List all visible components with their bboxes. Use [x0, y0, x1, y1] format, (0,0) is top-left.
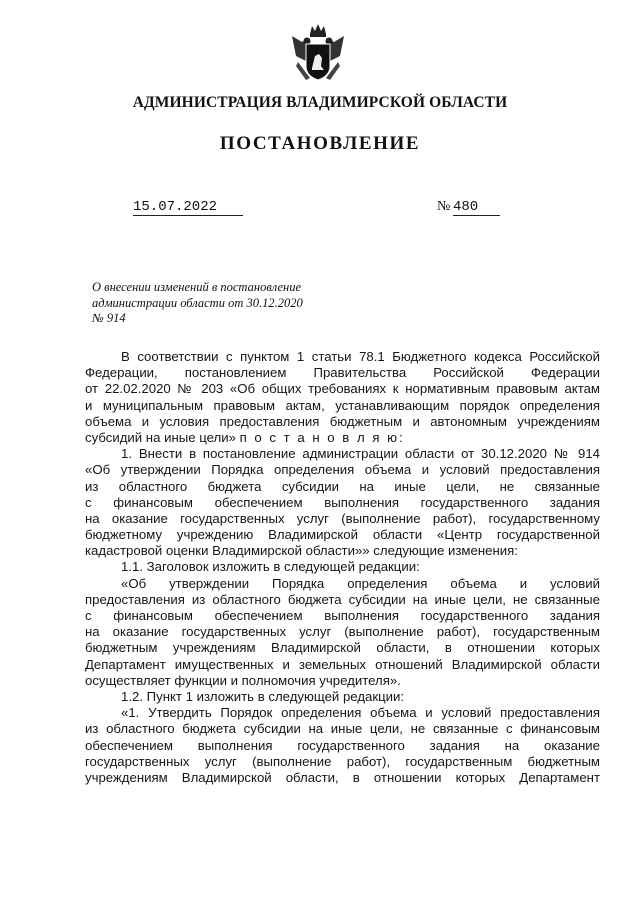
- body-line: объема и условия предоставления бюджетным и автономным учреждениям: [85, 413, 600, 429]
- body-line: 1.1. Заголовок изложить в следующей редакции:: [121, 559, 420, 575]
- body-line-text: субсидий на иные цели»: [85, 429, 236, 445]
- body-line: от 22.02.2020 № 203 «Об общих требованиях к нормативным правовым актам: [85, 381, 600, 397]
- body-line: [85, 430, 600, 446]
- resolve-phrase: п о с т а н о в л я ю:: [239, 429, 405, 445]
- subject-line: администрации области от 30.12.2020: [92, 295, 303, 310]
- body-line: кадастровой оценки Владимирской области»» следующие изменения:: [85, 543, 518, 559]
- body-line: обеспечением выполнения государственного задания на оказание: [85, 737, 600, 753]
- body-line: «1. Утвердить Порядок определения объема и условий предоставления: [121, 705, 600, 721]
- body-line: Федерации, постановлением Правительства Российской Федерации: [85, 365, 600, 381]
- document-number: 480: [453, 199, 500, 216]
- body-line: и муниципальным правовым актам, устанавливающим порядок определения: [85, 397, 600, 413]
- subject-line: № 914: [92, 311, 126, 325]
- body-line: на оказание государственных услуг (выполнение работ), государственным: [85, 624, 600, 640]
- body-line: 1. Внести в постановление администрации области от 30.12.2020 № 914: [121, 446, 600, 462]
- subject-line: О внесении изменений в постановление: [92, 280, 302, 294]
- body-line: учреждениям Владимирской области, в отношении которых Департамент: [85, 769, 600, 785]
- body-line: бюджетным учреждениям Владимирской области, в отношении которых: [85, 640, 600, 656]
- coat-of-arms-icon: [288, 22, 348, 86]
- document-type-title: ПОСТАНОВЛЕНИЕ: [219, 133, 421, 154]
- body-line: с финансовым обеспечением выполнения государственного задания: [85, 608, 600, 623]
- body-line: «Об утверждении Порядка определения объема и условий: [121, 575, 600, 591]
- body-line: «Об утверждении Порядка определения объема и условий предоставления: [85, 462, 600, 478]
- document-subject: [92, 280, 332, 327]
- body-line: В соответствии с пунктом 1 статьи 78.1 Бюджетного кодекса Российской: [121, 349, 600, 364]
- body-line: 1.2. Пункт 1 изложить в следующей редакции:: [121, 688, 405, 704]
- document-number-label: №: [437, 199, 451, 214]
- body-line: на оказание государственных услуг (выполнение работ), государственному: [85, 510, 600, 526]
- body-line: бюджетному учреждению Владимирской области «Центр государственной: [85, 527, 600, 543]
- organization-title: АДМИНИСТРАЦИЯ ВЛАДИМИРСКОЙ ОБЛАСТИ: [132, 94, 508, 111]
- document-date: 15.07.2022: [133, 199, 243, 216]
- body-line: осуществляет функции и полномочия учредителя».: [85, 672, 401, 688]
- body-line: из областного бюджета субсидии на иные цели, не связанные: [85, 478, 600, 494]
- body-line: Департамент имущественных и земельных отношений Владимирской области: [85, 656, 600, 672]
- document-body: [85, 349, 600, 786]
- body-line: предоставления из областного бюджета субсидии на иные цели, не связанные: [85, 591, 600, 607]
- body-line: государственных услуг (выполнение работ), государственным бюджетным: [85, 753, 600, 769]
- body-line: с финансовым обеспечением выполнения государственного задания: [85, 494, 600, 510]
- body-line: из областного бюджета субсидии на иные цели, не связанные с финансовым: [85, 721, 600, 737]
